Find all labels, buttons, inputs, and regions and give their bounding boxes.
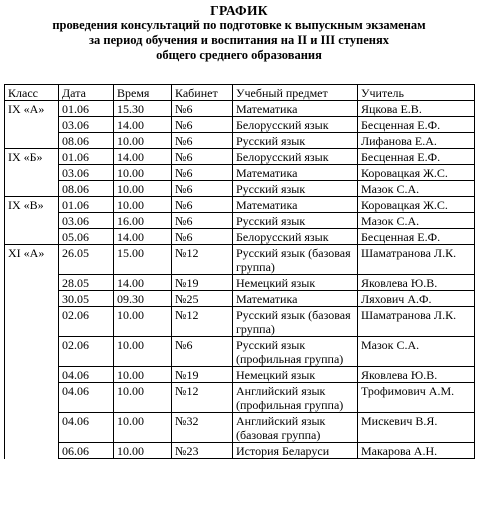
teacher-cell: Бесценная Е.Ф. [358,149,475,165]
column-header-teacher: Учитель [358,85,475,101]
time-cell: 14.00 [114,149,172,165]
class-cell [5,165,59,181]
time-cell: 15.30 [114,101,172,117]
subject-cell: Математика [233,197,358,213]
room-cell: №6 [172,337,233,367]
subject-cell: Английский язык (базовая группа) [233,413,358,443]
time-cell: 15.00 [114,245,172,275]
time-cell: 10.00 [114,413,172,443]
date-cell: 28.05 [59,275,114,291]
table-row [5,443,475,459]
date-cell: 03.06 [59,213,114,229]
time-cell: 10.00 [114,197,172,213]
subject-cell: Русский язык (профильная группа) [233,337,358,367]
subject-cell: Русский язык (базовая группа) [233,307,358,337]
date-cell: 26.05 [59,245,114,275]
date-cell: 08.06 [59,133,114,149]
teacher-cell: Мискевич В.Я. [358,413,475,443]
column-header-time: Время [114,85,172,101]
table-row [5,213,475,229]
room-cell: №6 [172,197,233,213]
teacher-cell: Мазок С.А. [358,181,475,197]
class-cell [5,307,59,337]
time-cell: 10.00 [114,133,172,149]
subject-cell: История Беларуси [233,443,358,459]
class-cell [5,229,59,245]
teacher-cell: Коровацкая Ж.С. [358,197,475,213]
room-cell: №23 [172,443,233,459]
table-row [5,117,475,133]
class-cell [5,443,59,459]
date-cell: 01.06 [59,197,114,213]
subject-cell: Белорусский язык [233,229,358,245]
table-row [5,197,475,213]
column-header-class: Класс [5,85,59,101]
time-cell: 09.30 [114,291,172,307]
time-cell: 14.00 [114,275,172,291]
table-header-row [5,85,475,101]
teacher-cell: Шаматранова Л.К. [358,307,475,337]
column-header-room: Кабинет [172,85,233,101]
table-row [5,101,475,117]
room-cell: №12 [172,307,233,337]
time-cell: 10.00 [114,337,172,367]
time-cell: 10.00 [114,307,172,337]
teacher-cell: Яковлева Ю.В. [358,275,475,291]
subject-cell: Русский язык [233,213,358,229]
class-cell [5,291,59,307]
class-cell [5,367,59,383]
subject-cell: Немецкий язык [233,275,358,291]
room-cell: №6 [172,181,233,197]
column-header-subject: Учебный предмет [233,85,358,101]
room-cell: №19 [172,275,233,291]
table-row [5,149,475,165]
date-cell: 04.06 [59,383,114,413]
room-cell: №6 [172,133,233,149]
document-header [0,3,478,63]
room-cell: №6 [172,229,233,245]
teacher-cell: Лифанова Е.А. [358,133,475,149]
class-cell: IX «А» [5,101,59,117]
teacher-cell: Бесценная Е.Ф. [358,117,475,133]
time-cell: 14.00 [114,117,172,133]
subject-cell: Русский язык [233,181,358,197]
table-row [5,337,475,367]
class-cell [5,383,59,413]
column-header-date: Дата [59,85,114,101]
class-cell: XI «А» [5,245,59,275]
time-cell: 16.00 [114,213,172,229]
room-cell: №12 [172,383,233,413]
subject-cell: Белорусский язык [233,117,358,133]
teacher-cell: Мазок С.А. [358,213,475,229]
time-cell: 10.00 [114,165,172,181]
schedule-table [4,84,475,459]
teacher-cell: Ляхович А.Ф. [358,291,475,307]
room-cell: №12 [172,245,233,275]
schedule-body [5,101,475,459]
table-row [5,181,475,197]
table-row [5,245,475,275]
class-cell: IX «В» [5,197,59,213]
date-cell: 01.06 [59,101,114,117]
table-row [5,307,475,337]
document-subtitle-2: за период обучения и воспитания на II и III ступенях [88,33,390,47]
time-cell: 10.00 [114,443,172,459]
date-cell: 30.05 [59,291,114,307]
teacher-cell: Макарова А.Н. [358,443,475,459]
table-row [5,165,475,181]
date-cell: 02.06 [59,307,114,337]
subject-cell: Английский язык (профильная группа) [233,383,358,413]
date-cell: 08.06 [59,181,114,197]
teacher-cell: Бесценная Е.Ф. [358,229,475,245]
date-cell: 04.06 [59,367,114,383]
room-cell: №6 [172,165,233,181]
time-cell: 10.00 [114,181,172,197]
room-cell: №19 [172,367,233,383]
room-cell: №6 [172,101,233,117]
subject-cell: Русский язык [233,133,358,149]
teacher-cell: Мазок С.А. [358,337,475,367]
class-cell [5,413,59,443]
date-cell: 04.06 [59,413,114,443]
document-subtitle-3: общего среднего образования [156,48,322,62]
teacher-cell: Шаматранова Л.К. [358,245,475,275]
date-cell: 06.06 [59,443,114,459]
time-cell: 14.00 [114,229,172,245]
room-cell: №6 [172,149,233,165]
class-cell [5,181,59,197]
date-cell: 03.06 [59,165,114,181]
subject-cell: Математика [233,165,358,181]
time-cell: 10.00 [114,367,172,383]
table-row [5,367,475,383]
class-cell: IX «Б» [5,149,59,165]
subject-cell: Математика [233,291,358,307]
subject-cell: Математика [233,101,358,117]
subject-cell: Русский язык (базовая группа) [233,245,358,275]
table-row [5,229,475,245]
teacher-cell: Трофимович А.М. [358,383,475,413]
room-cell: №6 [172,213,233,229]
date-cell: 01.06 [59,149,114,165]
table-row [5,275,475,291]
time-cell: 10.00 [114,383,172,413]
document-title: ГРАФИК [210,3,268,18]
document-subtitle-1: проведения консультаций по подготовке к выпускным экзаменам [52,18,426,32]
class-cell [5,213,59,229]
class-cell [5,337,59,367]
teacher-cell: Яцкова Е.В. [358,101,475,117]
subject-cell: Немецкий язык [233,367,358,383]
date-cell: 05.06 [59,229,114,245]
table-row [5,383,475,413]
class-cell [5,275,59,291]
table-row [5,413,475,443]
room-cell: №25 [172,291,233,307]
date-cell: 02.06 [59,337,114,367]
teacher-cell: Яковлева Ю.В. [358,367,475,383]
date-cell: 03.06 [59,117,114,133]
class-cell [5,117,59,133]
table-row [5,291,475,307]
room-cell: №32 [172,413,233,443]
teacher-cell: Коровацкая Ж.С. [358,165,475,181]
room-cell: №6 [172,117,233,133]
table-row [5,133,475,149]
subject-cell: Белорусский язык [233,149,358,165]
class-cell [5,133,59,149]
